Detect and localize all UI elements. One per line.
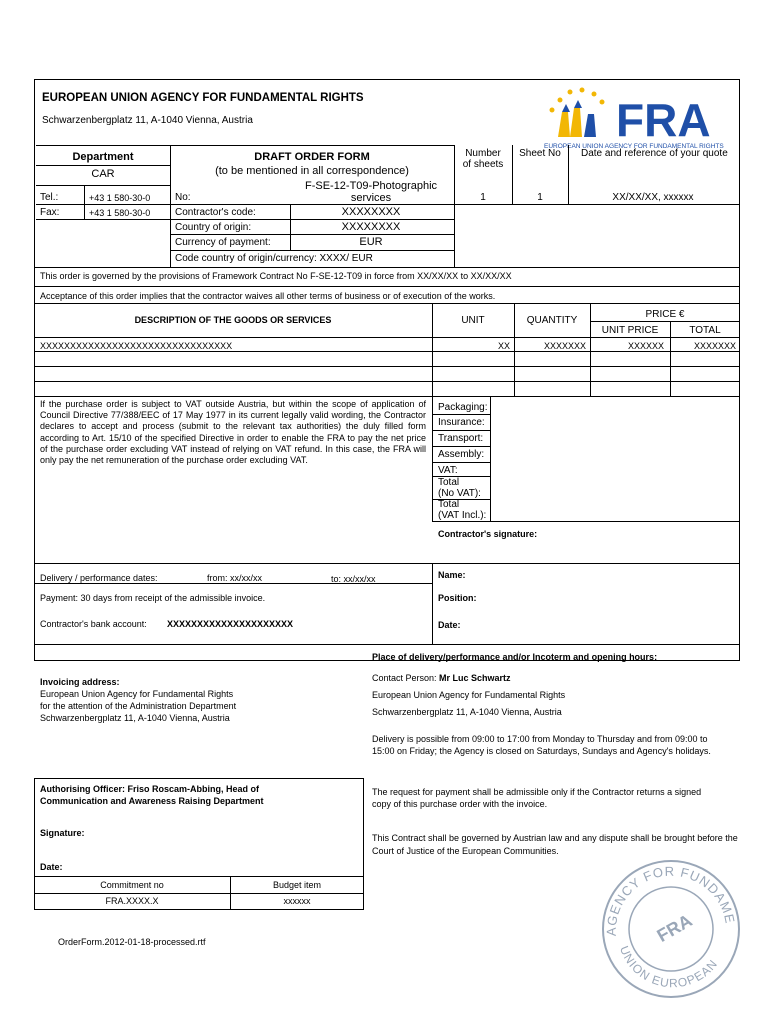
packaging-label: Packaging: [438,402,488,413]
payment-terms: Payment: 30 days from receipt of the admissible invoice. [40,593,266,603]
total-novat-label-2: (No VAT): [438,488,481,499]
order-subtitle: (to be mentioned in all correspondence) [215,165,409,177]
invoicing-line-3: Schwarzenbergplatz 11, A-1040 Vienna, Austria [40,713,230,723]
department-label: Department [72,151,134,163]
sheets-value: 1 [480,192,486,203]
svg-text:FRA: FRA [653,910,696,947]
total-header: TOTAL [689,325,721,336]
row-unit-price: XXXXXX [627,341,664,351]
commitment-value: FRA.XXXX.X [105,896,159,906]
authorising-signature: Signature: [40,828,85,838]
sheets-label-1: Number [465,148,501,159]
fra-logo [540,82,732,150]
delivery-from: from: xx/xx/xx [207,573,263,583]
country-value: XXXXXXXX [341,221,401,233]
row-desc: XXXXXXXXXXXXXXXXXXXXXXXXXXXXXXXX [40,341,233,351]
order-no-value-1: F-SE-12-T09-Photographic [304,180,438,192]
total-vat-label-1: Total [438,499,460,510]
quantity-header: QUANTITY [526,315,578,326]
row-quantity: XXXXXXX [543,341,586,351]
contact-name: Mr Luc Schwartz [439,673,511,683]
fax-value: +43 1 580-30-0 [89,208,151,218]
place-hours: Delivery is possible from 09:00 to 17:00 from Monday to Thursday and from 09:00 to 15:00 on Friday; the Agency is closed on Saturdays, Sundays and Agency's holidays. [372,734,711,756]
tel-label: Tel.: [40,192,59,203]
currency-value: EUR [359,236,383,248]
assembly-label: Assembly: [438,449,485,460]
sheet-no-label: Sheet No [519,148,561,159]
officer-line-1: Authorising Officer: Friso Roscam-Abbing, Head of [40,784,260,794]
price-header: PRICE € [645,309,685,320]
contact-person [372,673,511,684]
invoicing-line-2: for the attention of the Administration Department [40,701,237,711]
officer-line-2: Communication and Awareness Raising Department [40,796,264,806]
fra-stamp [598,856,744,1002]
currency-label: Currency of payment: [175,237,271,248]
svg-text:UNION EUROPEAN: UNION EUROPEAN [617,943,721,991]
footer-filename: OrderForm.2012-01-18-processed.rtf [58,937,206,947]
invoicing-heading: Invoicing address: [40,677,120,687]
insurance-label: Insurance: [438,417,485,428]
law-clause: This Contract shall be governed by Austrian law and any dispute shall be brought before the Court of Justice of the European Communities. [372,833,738,856]
budget-label: Budget item [272,880,322,890]
row-total: XXXXXXX [693,341,736,351]
fra-logo-graphic [540,82,732,150]
agency-title: EUROPEAN UNION AGENCY FOR FUNDAMENTAL RIGHTS [42,92,364,104]
agency-address: Schwarzenbergplatz 11, A-1040 Vienna, Austria [42,115,253,126]
place-address: Schwarzenbergplatz 11, A-1040 Vienna, Austria [372,707,562,717]
vat-label: VAT: [438,465,458,476]
contractor-signature-label: Contractor's signature: [438,529,538,539]
sheet-no-value: 1 [537,192,543,203]
code-country-line: Code country of origin/currency: XXXX/ EUR [175,253,373,264]
order-title: DRAFT ORDER FORM [254,151,370,163]
fax-label: Fax: [40,207,60,218]
commitment-label: Commitment no [100,880,164,890]
contractor-position-label: Position: [438,593,477,603]
desc-header: DESCRIPTION OF THE GOODS OR SERVICES [134,315,332,325]
terms-governed: This order is governed by the provisions of Framework Contract No F-SE-12-T09 in force from XX/XX/XX to XX/XX/XX [40,271,512,281]
fra-stamp-graphic [598,856,744,1002]
unit-price-header: UNIT PRICE [601,325,659,336]
svg-text:FRA: FRA [616,94,711,146]
contractor-code-label: Contractor's code: [175,207,256,218]
total-novat-label-1: Total [438,477,460,488]
order-no-label: No: [175,192,191,203]
date-ref-value: XX/XX/XX, xxxxxx [612,192,694,203]
row-unit: XX [497,341,510,351]
order-no-value-2: services [350,192,392,204]
delivery-dates-label: Delivery / performance dates: [40,573,158,583]
delivery-to: to: xx/xx/xx [331,574,376,584]
bank-value: XXXXXXXXXXXXXXXXXXXXX [167,619,294,629]
svg-text:AGENCY FOR FUNDAMENTAL RIGHTS: AGENCY FOR FUNDAME [603,863,738,937]
contractor-code-value: XXXXXXXX [341,206,401,218]
budget-value: xxxxxx [283,896,311,906]
authorising-date: Date: [40,862,63,872]
contact-label: Contact Person: [372,673,440,683]
total-vat-label-2: (VAT Incl.): [438,510,487,521]
sheets-label-2: of sheets [462,159,504,170]
date-ref-label: Date and reference of your quote [581,148,728,159]
country-label: Country of origin: [175,222,252,233]
bank-label: Contractor's bank account: [40,619,147,629]
tel-value: +43 1 580-30-0 [89,193,151,203]
place-heading: Place of delivery/performance and/or Incoterm and opening hours: [372,652,658,662]
invoicing-line-1: European Union Agency for Fundamental Rights [40,689,234,699]
place-org: European Union Agency for Fundamental Rights [372,690,566,700]
department-value: CAR [91,168,115,180]
unit-header: UNIT [461,315,485,326]
transport-label: Transport: [438,433,484,444]
contractor-date-label: Date: [438,620,461,630]
contractor-name-label: Name: [438,570,466,580]
vat-note: If the purchase order is subject to VAT outside Austria, but within the scope of application of Council Directive 77/388/EEC of 17 May 1977 in its current legally valid wording, the Contractor declares to accept and process (submit to the relevant tax authorities) the duly filled form according to Art. 15/10 of the specified Directive in order to enable the FRA to pay the net price of the purchase order excluding VAT instead of relying on VAT refund. In this case, the FRA will only pay the net remuneration of the purchase order excluding VAT. [40,399,426,466]
terms-acceptance: Acceptance of this order implies that the contractor waives all other terms of business or of execution of the works. [40,291,496,301]
svg-text:EUROPEAN UNION AGENCY FOR FUND: EUROPEAN UNION AGENCY FOR FUNDAMENTAL RIGHTS [544,143,724,150]
payment-request-clause: The request for payment shall be admissible only if the Contractor returns a signed copy of this purchase order with the invoice. [372,787,702,809]
